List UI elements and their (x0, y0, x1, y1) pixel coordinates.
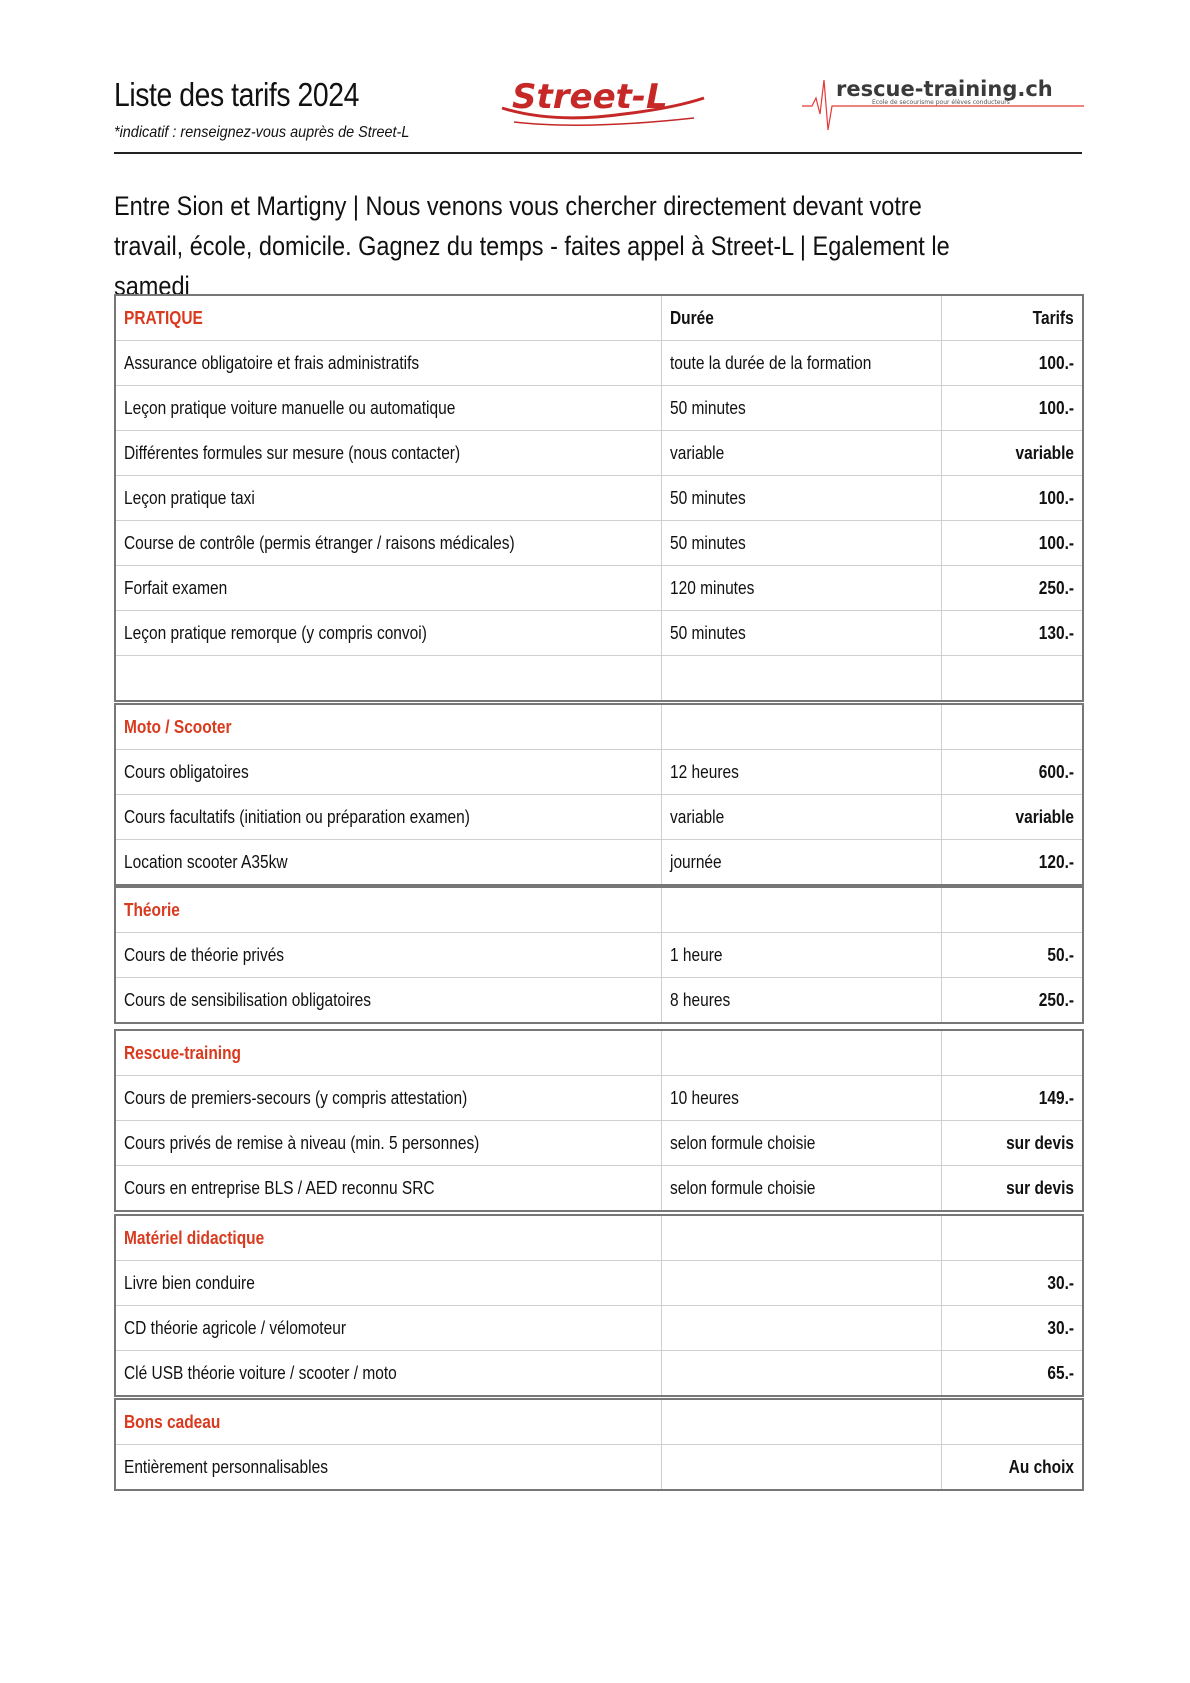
row-duree: journée (669, 851, 722, 872)
table-row (115, 933, 1083, 978)
pratique-table (114, 294, 1084, 702)
row-label: Leçon pratique taxi (124, 487, 255, 508)
row-label: Cours obligatoires (124, 761, 249, 782)
row-label: Leçon pratique remorque (y compris convoi) (124, 622, 427, 643)
row-duree: 50 minutes (669, 532, 746, 553)
section-title-moto: Moto / Scooter (124, 716, 232, 737)
table-row (115, 611, 1083, 656)
row-tarif: 149.- (1038, 1087, 1074, 1108)
row-tarif: 100.- (1038, 397, 1074, 418)
row-duree: 12 heures (669, 761, 739, 782)
row-tarif: sur devis (1006, 1177, 1074, 1198)
materiel-table (114, 1214, 1084, 1397)
row-label: Cours privés de remise à niveau (min. 5 personnes) (124, 1132, 480, 1153)
row-duree: 10 heures (669, 1087, 739, 1108)
row-duree: 50 minutes (669, 622, 746, 643)
street-l-logo (494, 68, 714, 134)
row-label: Cours de théorie privés (124, 944, 285, 965)
row-label: Cours en entreprise BLS / AED reconnu SRC (124, 1177, 435, 1198)
table-row (115, 341, 1083, 386)
table-row (115, 1121, 1083, 1166)
bons-header-row (115, 1399, 1083, 1445)
rescue-logo-tagline: Ecole de secourisme pour élèves conducteurs (872, 99, 1010, 106)
table-row (115, 431, 1083, 476)
row-tarif: 65.- (1047, 1362, 1074, 1383)
intro-text: Entre Sion et Martigny | Nous venons vous chercher directement devant votre travail, école, domicile. Gagnez du temps - faites appel à Street-L | Egalement le samedi (114, 191, 950, 301)
rescue-logo-text: rescue-training.ch (836, 77, 1053, 101)
row-label: Forfait examen (124, 577, 228, 598)
row-tarif: sur devis (1006, 1132, 1074, 1153)
row-duree: 50 minutes (669, 397, 746, 418)
section-title-theorie: Théorie (124, 899, 180, 920)
row-duree: 1 heure (669, 944, 723, 965)
column-header-duree: Durée (669, 307, 714, 328)
row-duree: toute la durée de la formation (669, 352, 871, 373)
materiel-header-row (115, 1215, 1083, 1261)
row-tarif: 250.- (1038, 577, 1074, 598)
row-duree: variable (669, 806, 724, 827)
section-title-bons: Bons cadeau (124, 1411, 221, 1432)
row-duree: variable (669, 442, 724, 463)
table-row (115, 1306, 1083, 1351)
rescue-table (114, 1029, 1084, 1212)
row-label: Cours de premiers-secours (y compris attestation) (124, 1087, 468, 1108)
bons-table (114, 1398, 1084, 1491)
row-label: CD théorie agricole / vélomoteur (124, 1317, 346, 1338)
row-duree: 120 minutes (669, 577, 754, 598)
row-label: Entièrement personnalisables (124, 1456, 328, 1477)
section-title-materiel: Matériel didactique (124, 1227, 265, 1248)
street-l-logo-text: Street-L (512, 77, 668, 117)
row-label: Cours de sensibilisation obligatoires (124, 989, 371, 1010)
table-row (115, 840, 1083, 886)
table-row (115, 1261, 1083, 1306)
row-tarif: 130.- (1038, 622, 1074, 643)
page-header (114, 70, 1082, 154)
section-title-pratique: PRATIQUE (124, 307, 203, 328)
table-row (115, 750, 1083, 795)
pratique-header-row (115, 295, 1083, 341)
page-title: Liste des tarifs 2024 (114, 76, 359, 113)
row-tarif: variable (1015, 806, 1074, 827)
rescue-training-logo (802, 70, 1084, 136)
theorie-table (114, 886, 1084, 1024)
row-label: Leçon pratique voiture manuelle ou automatique (124, 397, 456, 418)
row-tarif: 100.- (1038, 352, 1074, 373)
moto-header-row (115, 704, 1083, 750)
row-label: Livre bien conduire (124, 1272, 255, 1293)
theorie-header-row (115, 887, 1083, 933)
rescue-header-row (115, 1030, 1083, 1076)
empty-row (115, 656, 1083, 702)
row-label: Location scooter A35kw (124, 851, 288, 872)
row-tarif: 120.- (1038, 851, 1074, 872)
table-row (115, 1076, 1083, 1121)
row-tarif: 250.- (1038, 989, 1074, 1010)
table-row (115, 1445, 1083, 1491)
row-tarif: Au choix (1008, 1456, 1074, 1477)
row-tarif: 600.- (1038, 761, 1074, 782)
row-duree: 8 heures (669, 989, 730, 1010)
row-label: Course de contrôle (permis étranger / raisons médicales) (124, 532, 515, 553)
row-label: Différentes formules sur mesure (nous contacter) (124, 442, 461, 463)
table-row (115, 1351, 1083, 1397)
section-title-rescue: Rescue-training (124, 1042, 241, 1063)
row-tarif: 100.- (1038, 532, 1074, 553)
row-duree: 50 minutes (669, 487, 746, 508)
row-tarif: 30.- (1047, 1272, 1074, 1293)
row-duree: selon formule choisie (669, 1132, 815, 1153)
row-tarif: 30.- (1047, 1317, 1074, 1338)
table-row (115, 521, 1083, 566)
table-row (115, 795, 1083, 840)
table-row (115, 978, 1083, 1024)
row-tarif: variable (1015, 442, 1074, 463)
row-label: Clé USB théorie voiture / scooter / moto (124, 1362, 397, 1383)
page-subtitle: *indicatif : renseignez-vous auprès de Street-L (114, 124, 410, 141)
table-row (115, 386, 1083, 431)
moto-table (114, 703, 1084, 886)
row-duree: selon formule choisie (669, 1177, 815, 1198)
row-label: Cours facultatifs (initiation ou préparation examen) (124, 806, 470, 827)
table-row (115, 566, 1083, 611)
row-tarif: 50.- (1047, 944, 1074, 965)
column-header-tarifs: Tarifs (1032, 307, 1074, 328)
row-tarif: 100.- (1038, 487, 1074, 508)
row-label: Assurance obligatoire et frais administratifs (124, 352, 420, 373)
table-row (115, 476, 1083, 521)
table-row (115, 1166, 1083, 1212)
